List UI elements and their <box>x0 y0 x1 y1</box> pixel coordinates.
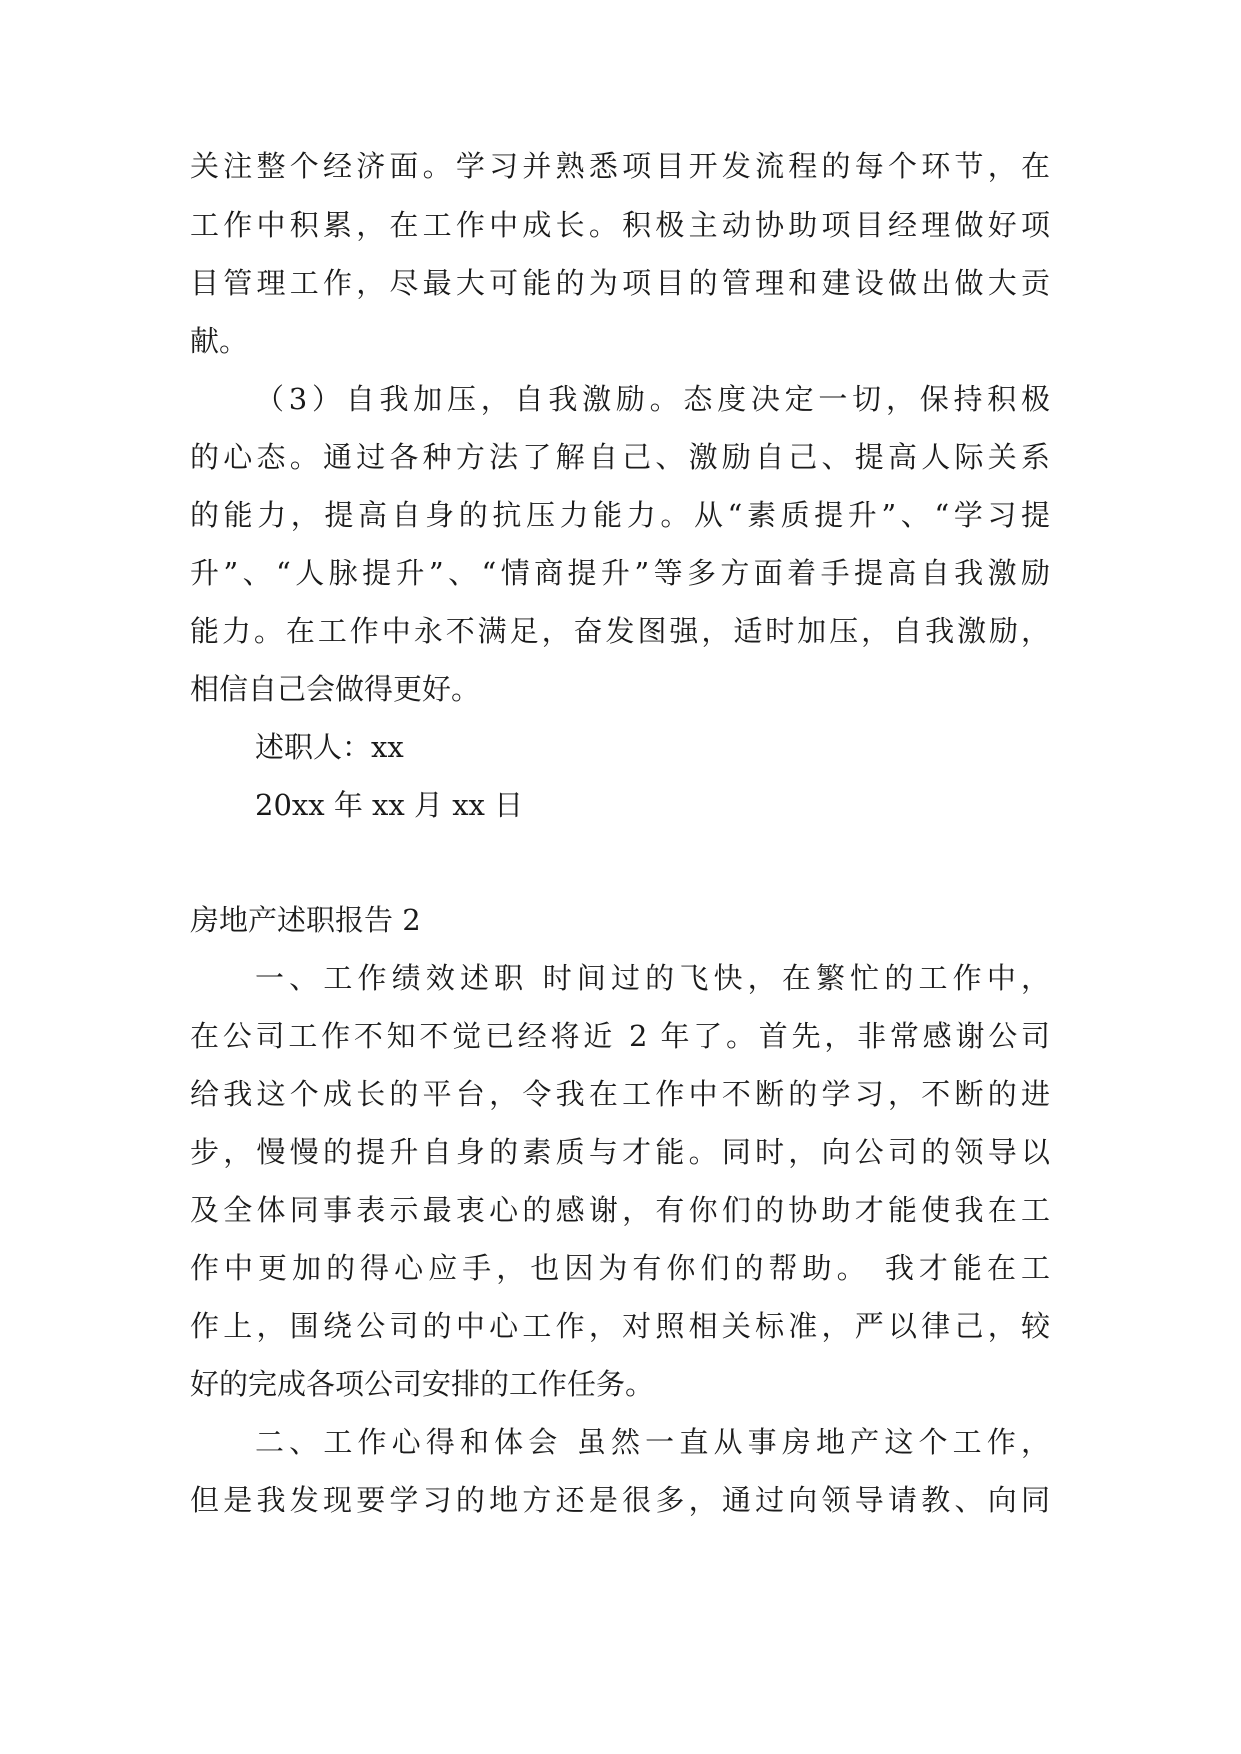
paragraph-line: 的能力，提高自身的抗压力能力。从“素质提升”、“学习提 <box>190 498 1050 532</box>
date-line: 20xx 年 xx 月 xx 日 <box>255 788 524 822</box>
paragraph-line: 关注整个经济面。学习并熟悉项目开发流程的每个环节，在 <box>190 149 1050 183</box>
paragraph-line: 相信自己会做得更好。 <box>190 672 481 706</box>
paragraph-line: 作中更加的得心应手，也因为有你们的帮助。 我才能在工 <box>190 1251 1050 1285</box>
paragraph-line: 及全体同事表示最衷心的感谢，有你们的协助才能使我在工 <box>190 1193 1050 1227</box>
section-title: 房地产述职报告 2 <box>190 903 421 937</box>
paragraph-line: 目管理工作，尽最大可能的为项目的管理和建设做出做大贡 <box>190 266 1050 300</box>
paragraph-line: 一、工作绩效述职 时间过的飞快，在繁忙的工作中， <box>255 961 1050 995</box>
paragraph-line: 的心态。通过各种方法了解自己、激励自己、提高人际关系 <box>190 440 1050 474</box>
paragraph-line: 能力。在工作中永不满足，奋发图强，适时加压，自我激励， <box>190 614 1050 648</box>
paragraph-line: （3）自我加压，自我激励。态度决定一切，保持积极 <box>255 382 1050 416</box>
paragraph-line: 在公司工作不知不觉已经将近 2 年了。首先，非常感谢公司 <box>190 1019 1050 1053</box>
paragraph-line: 献。 <box>190 324 249 358</box>
paragraph-line: 步，慢慢的提升自身的素质与才能。同时，向公司的领导以 <box>190 1135 1050 1169</box>
paragraph-line: 升”、“人脉提升”、“情商提升”等多方面着手提高自我激励 <box>190 556 1050 590</box>
paragraph-line: 给我这个成长的平台，令我在工作中不断的学习，不断的进 <box>190 1077 1050 1111</box>
paragraph-line: 工作中积累，在工作中成长。积极主动协助项目经理做好项 <box>190 208 1050 242</box>
paragraph-line: 二、工作心得和体会 虽然一直从事房地产这个工作， <box>255 1425 1050 1459</box>
paragraph-line: 作上，围绕公司的中心工作，对照相关标准，严以律己，较 <box>190 1309 1050 1343</box>
paragraph-line: 但是我发现要学习的地方还是很多，通过向领导请教、向同 <box>190 1483 1050 1517</box>
signature-line: 述职人：xx <box>255 730 404 764</box>
paragraph-line: 好的完成各项公司安排的工作任务。 <box>190 1367 655 1401</box>
